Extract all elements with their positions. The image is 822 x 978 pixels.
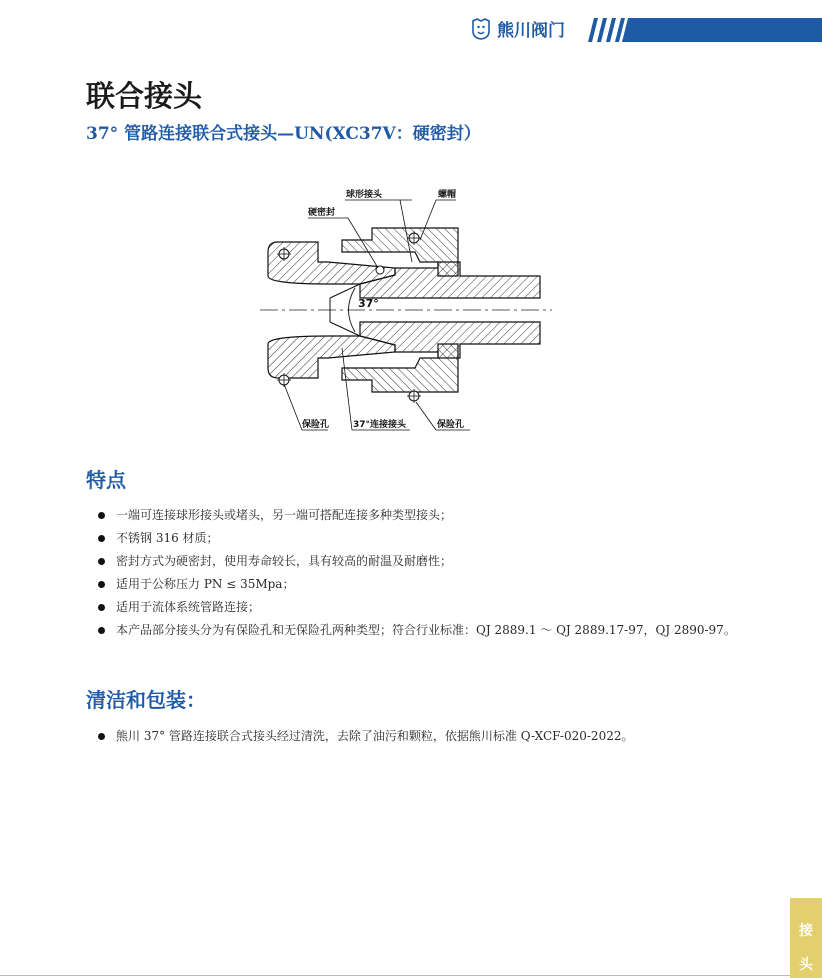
list-item: 适用于流体系统管路连接；	[96, 596, 736, 619]
list-item: 熊川 37° 管路连接联合式接头经过清洗，去除了油污和颗粒，依据熊川标准 Q-XCF-020-2022。	[96, 725, 736, 748]
label-safety-hole-left: 保险孔	[302, 420, 330, 430]
union-fitting-diagram	[260, 180, 560, 440]
cleaning-heading: 清洁和包装：	[86, 688, 206, 712]
bottom-rule	[0, 975, 790, 976]
side-tab-char: 接	[799, 923, 813, 939]
cleaning-list	[96, 725, 736, 748]
header-brand	[471, 16, 565, 41]
label-hard-seal: 硬密封	[308, 208, 336, 218]
bear-logo-icon	[471, 18, 491, 40]
label-ball-joint: 球形接头	[346, 190, 383, 200]
list-item: 密封方式为硬密封，使用寿命较长，具有较高的耐温及耐磨性；	[96, 550, 736, 573]
brand-name: 熊川阀门	[497, 21, 565, 41]
list-item: 适用于公称压力 PN ≤ 35Mpa；	[96, 573, 736, 596]
list-item: 一端可连接球形接头或堵头，另一端可搭配连接多种类型接头；	[96, 504, 736, 527]
features-heading: 特点	[86, 468, 126, 492]
list-item: 不锈钢 316 材质；	[96, 527, 736, 550]
label-angle: 37°	[358, 297, 379, 310]
header-accent-bar	[584, 18, 822, 42]
features-list	[96, 504, 736, 642]
label-safety-hole-right: 保险孔	[437, 420, 465, 430]
list-item: 本产品部分接头分为有保险孔和无保险孔两种类型；符合行业标准：QJ 2889.1 ～ QJ 2889.17-97，QJ 2890-97。	[96, 619, 736, 642]
page-title: 联合接头	[86, 79, 203, 113]
side-tab	[790, 898, 822, 978]
label-nut: 螺帽	[438, 190, 457, 200]
page-subtitle: 37° 管路连接联合式接头—UN(XC37V：硬密封）	[86, 124, 481, 144]
side-tab-char: 头	[799, 957, 813, 973]
label-connector-37: 37°连接接头	[353, 420, 407, 430]
